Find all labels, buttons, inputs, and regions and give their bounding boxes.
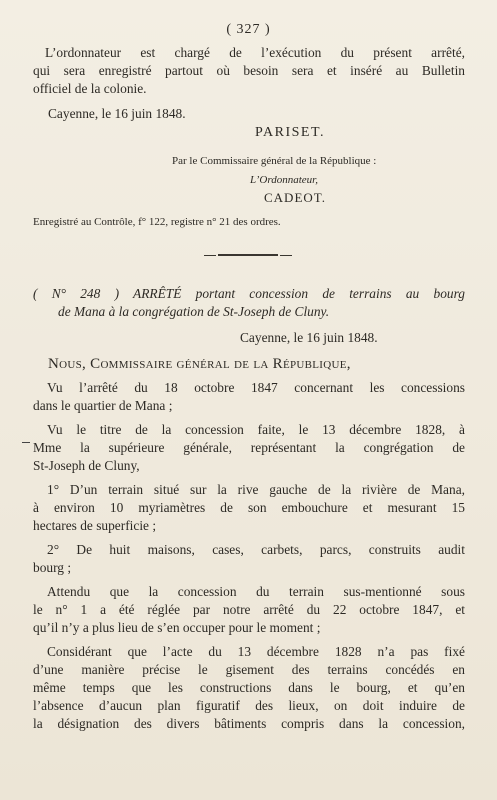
text-line: même temps que les constructions dans le bourg, et qu’en [33, 680, 465, 695]
text-line: Considérant que l’acte du 13 décembre 1828 n’a pas fixé [47, 644, 465, 659]
section-divider [218, 254, 278, 256]
decree-heading-line: de Mana à la congrégation de St-Joseph de Cluny. [58, 304, 330, 319]
text-line: d’une manière précise le gisement des terrains concédés en [33, 662, 465, 677]
registration-line: Enregistré au Contrôle, f° 122, registre n° 21 des ordres. [33, 216, 281, 228]
text-line: officiel de la colonie. [33, 81, 147, 96]
margin-mark [22, 442, 30, 443]
text-line: qu’il n’y a plus lieu de s’en occuper pour le moment ; [33, 620, 321, 635]
text-line: Vu l’arrêté du 18 octobre 1847 concernant les concessions [47, 380, 465, 395]
text-line: à environ 10 myriamètres de son embouchure et mesurant 15 [33, 500, 465, 515]
signature-pariset: PARISET. [255, 125, 325, 140]
text-line: St-Joseph de Cluny, [33, 458, 140, 473]
page-number: ( 327 ) [226, 22, 271, 37]
text-line: la désignation des divers bâtiments compris dans la concession, [33, 716, 465, 731]
text-line: hectares de superficie ; [33, 518, 157, 533]
text-line: le n° 1 a été réglée par notre arrêté du 22 octobre 1847, et [33, 602, 465, 617]
text-line: bourg ; [33, 560, 72, 575]
dateline: Cayenne, le 16 juin 1848. [48, 106, 186, 121]
role-line: L’Ordonnateur, [250, 174, 318, 186]
decree-opening: Nous, Commissaire général de la République, [48, 356, 351, 372]
decree-heading-line: ( N° 248 ) ARRÊTÉ portant concession de terrains au bourg [33, 286, 465, 301]
text-line: 1° D’un terrain situé sur la rive gauche de la rivière de Mana, [47, 482, 465, 497]
text-line: dans le quartier de Mana ; [33, 398, 173, 413]
text-line: Vu le titre de la concession faite, le 13 décembre 1828, à [47, 422, 465, 437]
decree-dateline: Cayenne, le 16 juin 1848. [240, 330, 378, 345]
text-line: Mme la supérieure générale, représentant la congrégation de [33, 440, 465, 455]
text-line: l’absence d’aucun plan figuratif des lieux, on doit induire de [33, 698, 465, 713]
text-line: 2° De huit maisons, cases, carbets, parcs, construits audit [47, 542, 465, 557]
signature-cadeot: CADEOT. [264, 190, 327, 205]
text-line: Attendu que la concession du terrain sus-mentionné sous [47, 584, 465, 599]
text-line: L’ordonnateur est chargé de l’exécution du présent arrêté, [45, 45, 465, 60]
by-line: Par le Commissaire général de la République : [172, 155, 377, 167]
text-line: qui sera enregistré partout où besoin sera et inséré au Bulletin [33, 63, 465, 78]
